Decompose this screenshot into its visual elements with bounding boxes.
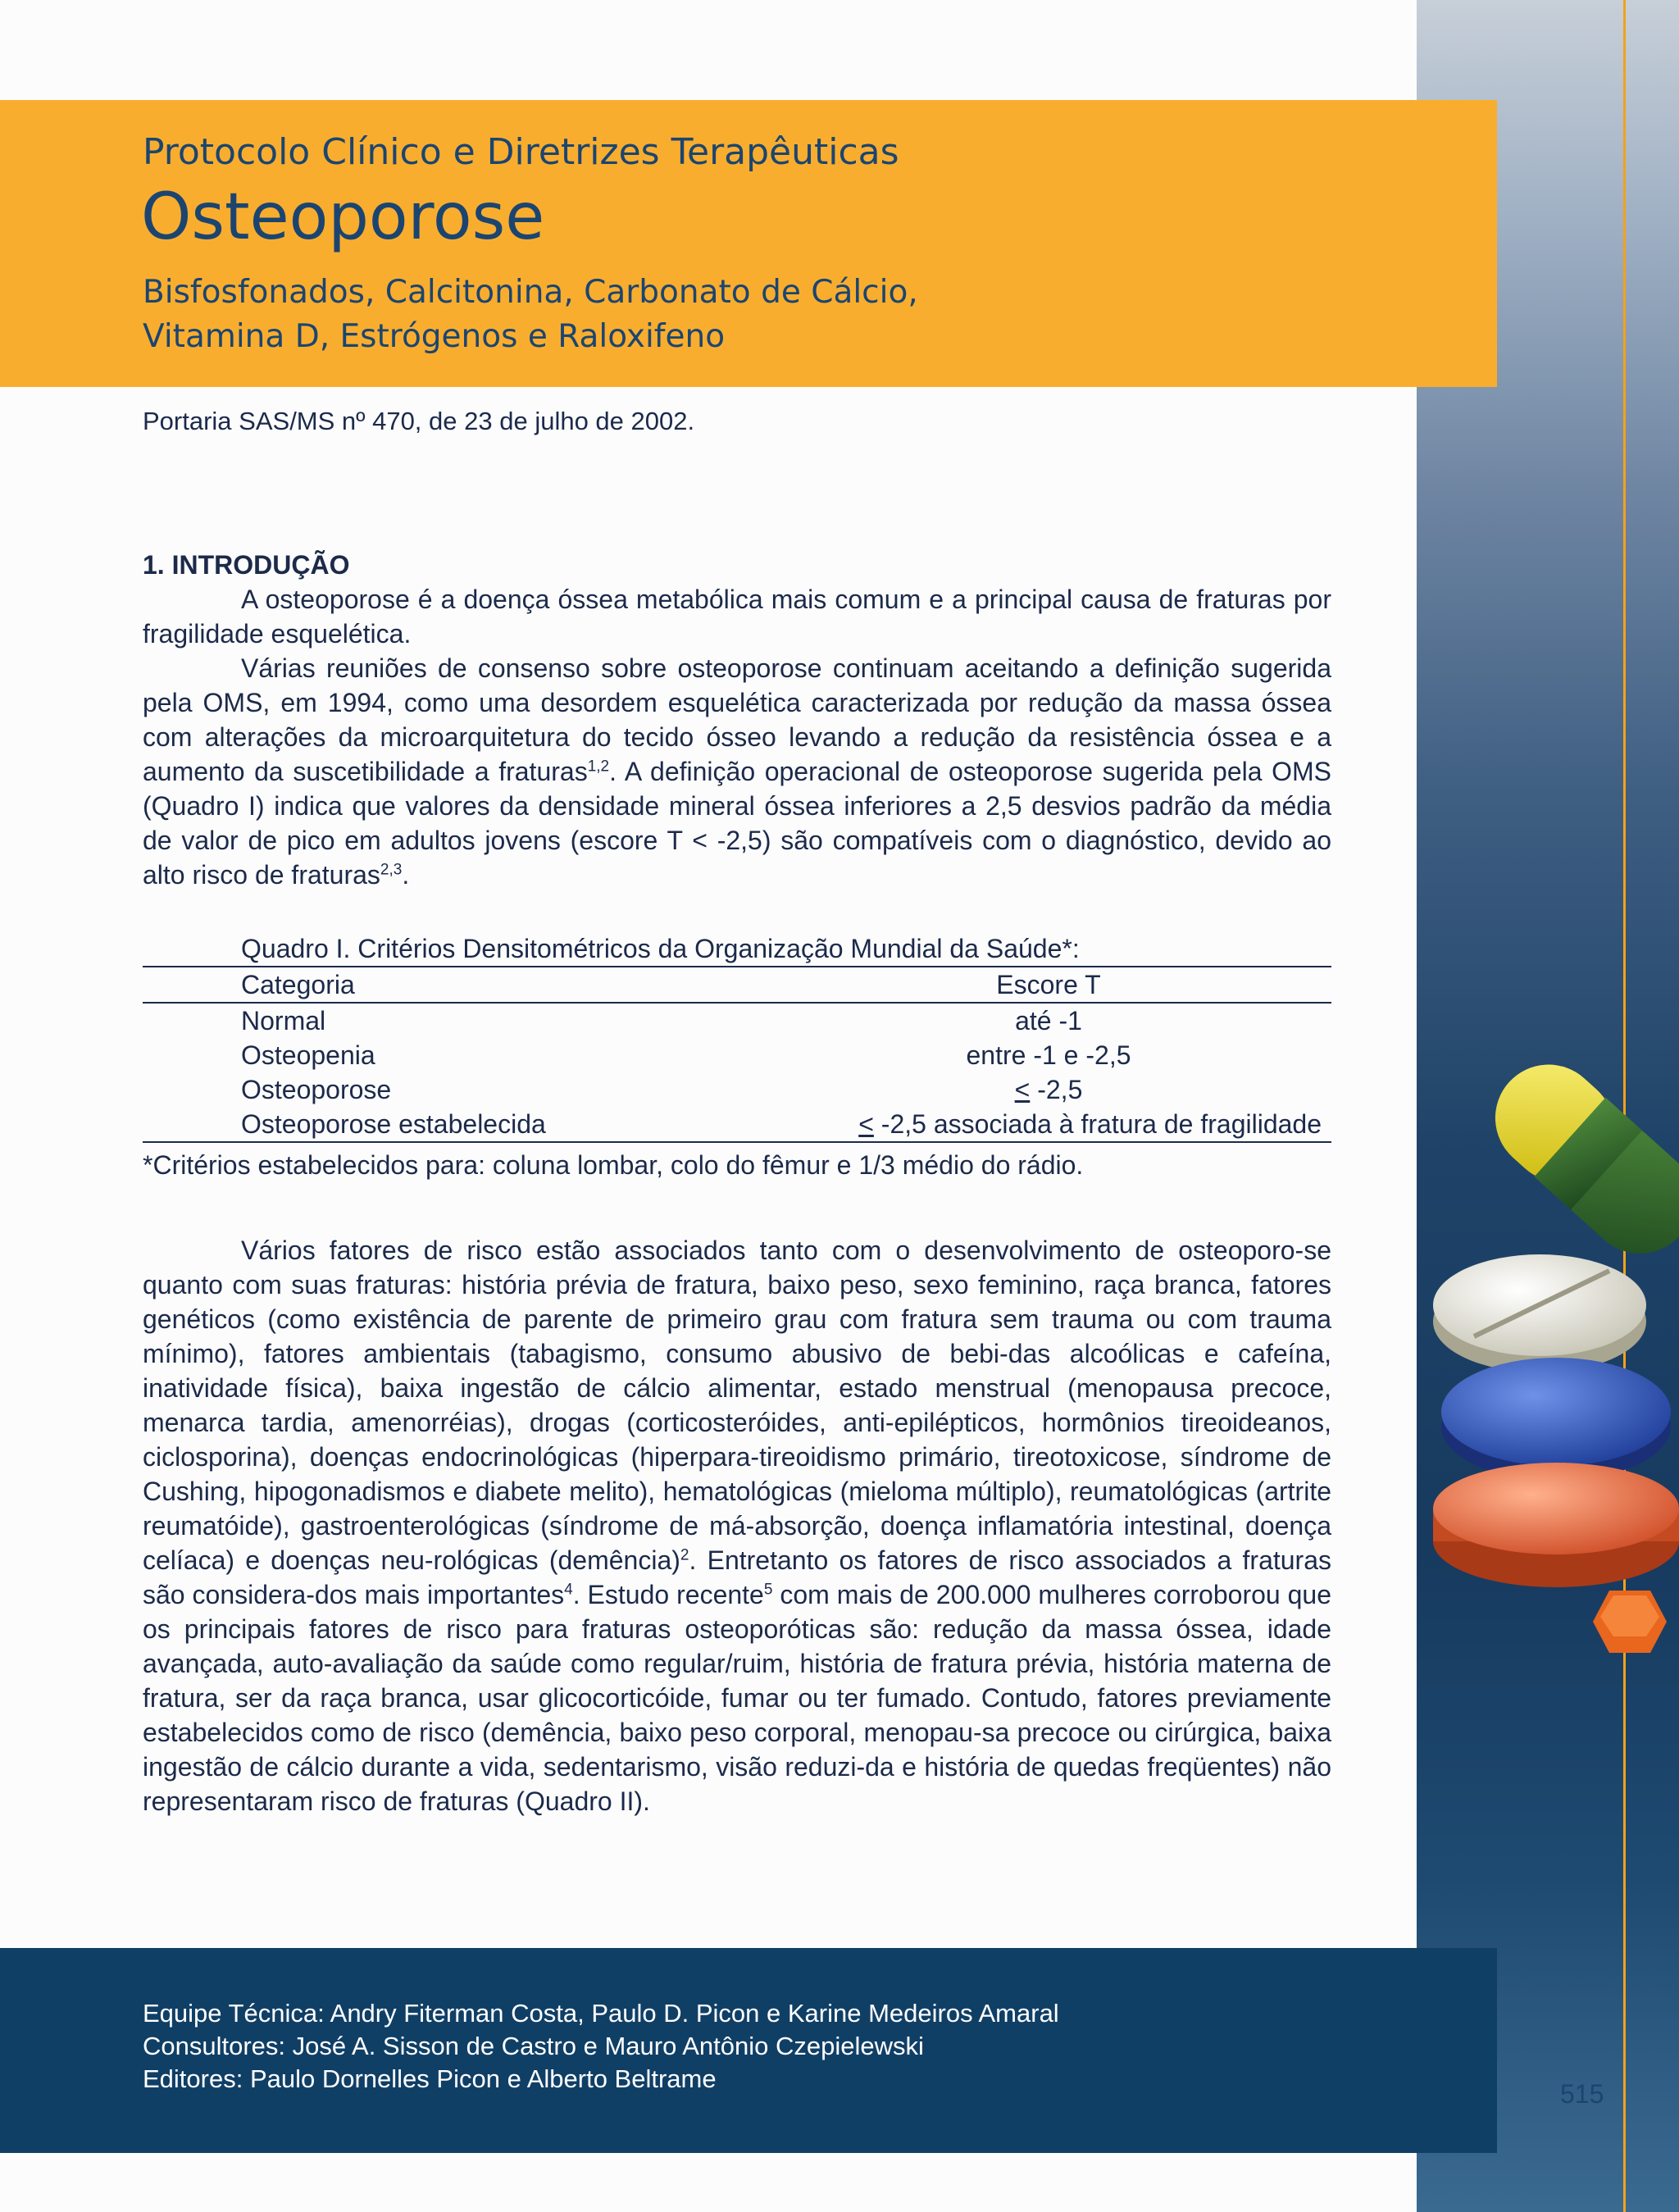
criteria-table (143, 966, 1331, 1143)
text-run: . A definição operacional de osteoporose sugerida pela OMS (Quadro I) indica que valores da densidade mineral óssea inferiores a 2,5 desvios padrão da média de valor de pico em adultos jovens (escore T < -2,5) são compatíveis com o diagnóstico, devido ao alto risco de fraturas (143, 757, 1332, 890)
subtitle-line: Vitamina D, Estrógenos e Raloxifeno (143, 318, 726, 355)
table-caption: Quadro I. Critérios Densitométricos da Organização Mundial da Saúde*: (241, 934, 1080, 963)
table-row (143, 1072, 1331, 1107)
credits-line: Equipe Técnica: Andry Fiterman Costa, Paulo D. Picon e Karine Medeiros Amaral (143, 1999, 1059, 2028)
column-header: Categoria (241, 970, 355, 999)
intro-paragraph: A osteoporose é a doença óssea metabólica mais comum e a principal causa de fraturas por fragilidade esquelética. (143, 585, 1331, 649)
table-row (143, 1107, 1331, 1142)
table-cell: Osteopenia (241, 1040, 375, 1070)
page-number: 515 (1560, 2079, 1604, 2109)
text-run: Vários fatores de risco estão associados tanto com o desenvolvimento de osteoporo-se quanto com suas fraturas: história prévia de fratura, baixo peso, sexo feminino, raça branca, fatores genéticos (como existência de parente de primeiro grau com fratura sem trauma ou com trauma mínimo), fatores ambientais (tabagismo, consumo abusivo de bebi-das alcoólicas e cafeína, inatividade física), baixa ingestão de cálcio alimentar, estado menstrual (menopausa precoce, menarca tardia, amenorréias), drogas (corticosteróides, anti-epilépticos, hormônios tireoideanos, ciclosporina), doenças endocrinológicas (hiperpara-tireoidismo primário, tireotoxicose, síndrome de Cushing, hipogonadismos e diabete melito), hematológicas (mieloma múltiplo), reumatológicas (artrite reumatóide), gastroenterológicas (síndrome de má-absorção, doença inflamatória intestinal, doença celíaca) e doenças neu-rológicas (demência) (143, 1236, 1331, 1575)
tablet-icon (1433, 1254, 1646, 1372)
protocol-supertitle: Protocolo Clínico e Diretrizes Terapêuticas (143, 131, 899, 173)
table-cell: até -1 (1015, 1006, 1082, 1035)
text-run: com mais de 200.000 mulheres corroborou que os principais fatores de risco para fraturas osteoporóticas são: redução da massa óssea, idade avançada, auto-avaliação da saúde como regular/ruim, história de fratura prévia, história materna de fratura, ser da raça branca, usar glicocorticóide, fumar ou ter fumado. Contudo, fatores previamente estabelecidos como de risco (demência, baixo peso corporal, menopau-sa precoce ou cirúrgica, baixa ingestão de cálcio durante a vida, sedentarismo, visão reduzi-da e história de quedas freqüentes) não representaram risco de fraturas (Quadro II). (143, 1580, 1332, 1816)
tablet-icon (1433, 1463, 1679, 1587)
lte-symbol: < (858, 1109, 874, 1139)
credits-line: Consultores: José A. Sisson de Castro e Mauro Antônio Czepielewski (143, 2032, 924, 2060)
page-title: Osteoporose (141, 180, 545, 254)
column-header: Escore T (996, 970, 1101, 999)
table-cell (766, 1107, 1331, 1142)
table-cell-text: -2,5 (1030, 1075, 1083, 1104)
capsule-icon (1473, 1043, 1679, 1276)
section-heading: 1. INTRODUÇÃO (143, 550, 350, 580)
lte-symbol: < (1014, 1075, 1031, 1104)
table-cell: Osteoporose (241, 1075, 392, 1104)
table-cell (766, 1072, 1331, 1107)
page-subtitle (143, 271, 1290, 359)
table-cell: entre -1 e -2,5 (966, 1040, 1131, 1070)
portaria-reference: Portaria SAS/MS nº 470, de 23 de julho de 2002. (143, 407, 695, 435)
table-cell: Osteoporose estabelecida (241, 1109, 546, 1139)
credits-line: Editores: Paulo Dornelles Picon e Alberto Beltrame (143, 2064, 717, 2093)
text-run: . Entretanto os fatores de risco associados a fraturas são considera-dos mais importantes (143, 1545, 1331, 1609)
citation-superscript: 5 (763, 1581, 773, 1599)
text-run: . Estudo recente (572, 1580, 764, 1609)
citation-superscript: 1,2 (587, 758, 610, 776)
table-footnote: *Critérios estabelecidos para: coluna lombar, colo do fêmur e 1/3 médio do rádio. (143, 1150, 1084, 1180)
table-cell-text: -2,5 associada à fratura de fragilidade (873, 1109, 1322, 1139)
table-row (143, 1038, 1331, 1072)
credits (143, 1997, 1059, 2096)
text-run: . (402, 860, 410, 890)
text-run: Várias reuniões de consenso sobre osteoporose continuam aceitando a definição sugerida pela OMS, em 1994, como uma desordem esquelética caracterizada por redução da massa óssea com alterações da microarquitetura do tecido ósseo levando a redução da resistência óssea e a aumento da suscetibilidade a fraturas (143, 653, 1331, 786)
tablet-icon (1441, 1358, 1671, 1481)
table-cell: Normal (241, 1006, 326, 1035)
main-content (143, 548, 1331, 1818)
subtitle-line: Bisfosfonados, Calcitonina, Carbonato de Cálcio, (143, 274, 918, 311)
citation-superscript: 2 (680, 1546, 689, 1564)
citation-superscript: 2,3 (380, 861, 403, 879)
tablet-icon (1593, 1591, 1667, 1653)
pills-illustration (1417, 1017, 1679, 1689)
table-header-row (143, 967, 1331, 1003)
table-row (143, 1003, 1331, 1038)
risk-factors-paragraph (143, 1233, 1331, 1818)
citation-superscript: 4 (564, 1581, 573, 1599)
intro-paragraph (143, 651, 1331, 892)
quadro-i (143, 931, 1331, 1182)
